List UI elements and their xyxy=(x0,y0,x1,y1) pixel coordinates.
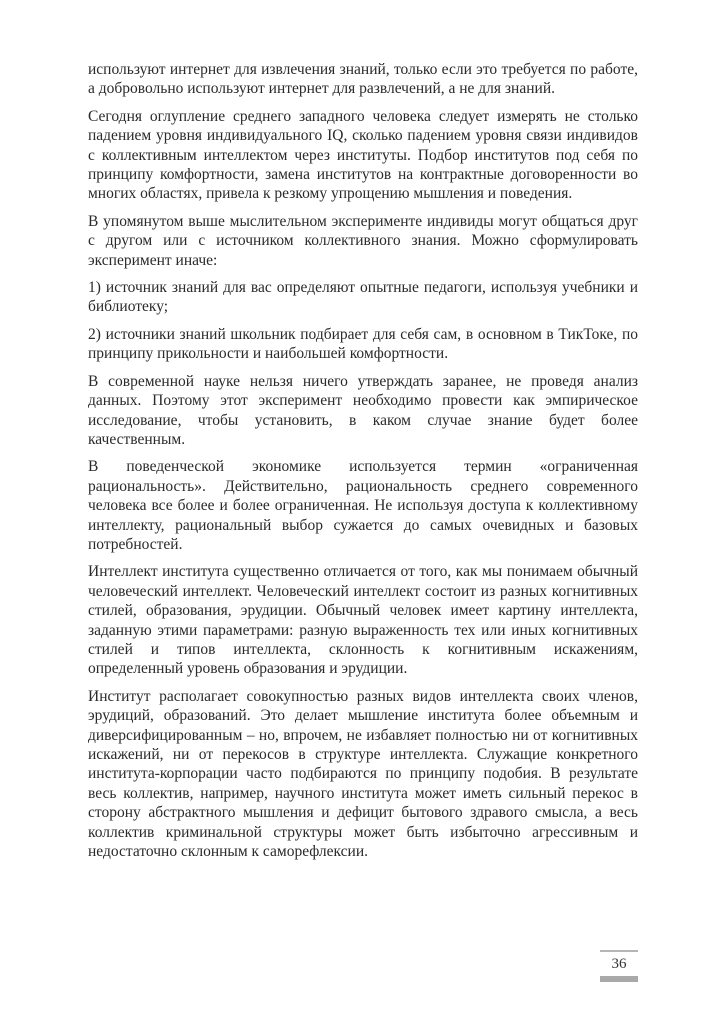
list-item-1: 1) источник знаний для вас определяют опытные педагоги, используя учебники и библиотеку; xyxy=(88,279,638,316)
paragraph-1: используют интернет для извлечения знаний, только если это требуется по работе, а добровольно используют интернет для развлечений, а не для знаний. xyxy=(88,61,638,98)
footer-bar xyxy=(600,976,638,982)
paragraph-7: Институт располагает совокупностью разных видов интеллекта своих членов, эрудиций, образований. Это делает мышление института более объемным и диверсифицированным – но, впрочем, не избавляет полностью ни от когнитивных искажений, ни от перекосов в структуре интеллекта. Служащие конкретного института-корпорации часто подбираются по принципу подобия. В результате весь коллектив, например, научного института может иметь сильный перекос в сторону абстрактного мышления и дефицит бытового здравого смысла, а весь коллектив криминальной структуры может быть избыточно агрессивным и недостаточно склонным к саморефлексии. xyxy=(88,687,638,861)
paragraph-6: Интеллект института существенно отличается от того, как мы понимаем обычный человеческий интеллект. Человеческий интеллект состоит из разных когнитивных стилей, образования, эрудиции. Обычный человек имеет картину интеллекта, заданную этими параметрами: разную выраженность тех или иных когнитивных стилей и типов интеллекта, склонность к когнитивным искажениям, определенный уровень образования и эрудиции. xyxy=(88,563,638,678)
paragraph-5: В поведенческой экономике используется термин «ограниченная рациональность». Действительно, рациональность среднего современного человека все более и более ограниченная. Не используя доступа к коллективному интеллекту, рациональный выбор сужается до самых очевидных и базовых потребностей. xyxy=(88,458,638,553)
paragraph-3: В упомянутом выше мыслительном эксперименте индивиды могут общаться друг с другом или с источником коллективного знания. Можно сформулировать эксперимент иначе: xyxy=(88,212,638,269)
body-text xyxy=(88,60,638,869)
page-number: 36 xyxy=(611,956,627,972)
list-item-2: 2) источники знаний школьник подбирает для себя сам, в основном в ТикТоке, по принципу прикольности и наибольшей комфортности. xyxy=(88,325,638,363)
paragraph-2: Сегодня оглупление среднего западного человека следует измерять не столько падением уровня индивидуального IQ, сколько падением уровня связи индивидов с коллективным интеллектом через институты. Подбор институтов под себя по принципу комфортности, замена институтов на контрактные договоренности во многих областях, привела к резкому упрощению мышления и поведения. xyxy=(88,107,638,203)
paragraph-4: В современной науке нельзя ничего утверждать заранее, не проведя анализ данных. Поэтому этот эксперимент необходимо провести как эмпирическое исследование, чтобы установить, в каком случае знание будет более качественным. xyxy=(88,372,638,448)
footer-divider xyxy=(600,950,638,952)
page-footer xyxy=(600,950,638,982)
